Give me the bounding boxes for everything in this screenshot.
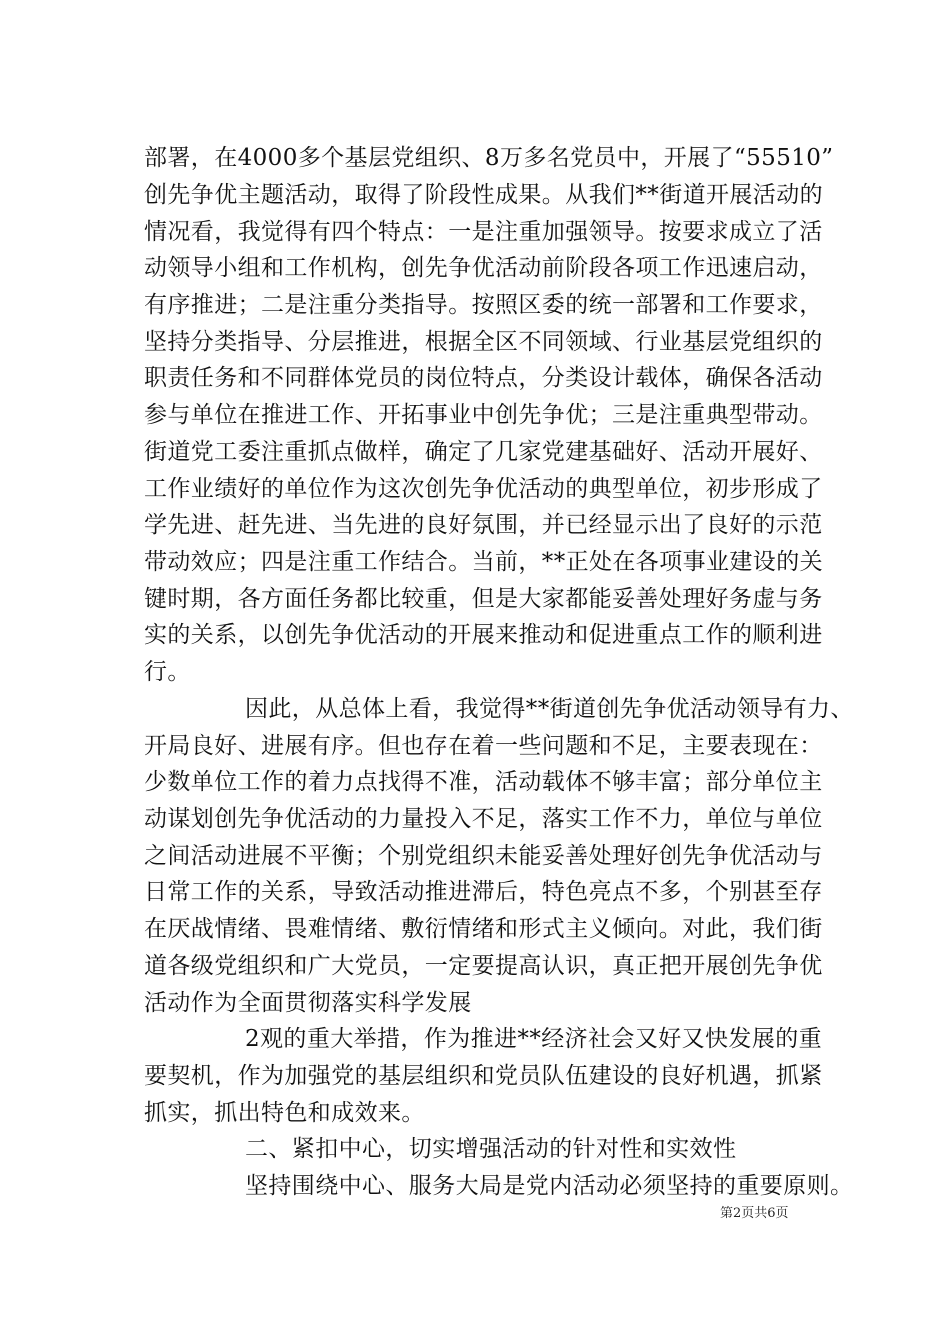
text-line: 行。	[144, 659, 191, 685]
text-line: 活动作为全面贯彻落实科学发展	[144, 990, 472, 1016]
text-line: 动领导小组和工作机构，创先争优活动前阶段各项工作迅速启动，	[144, 255, 823, 281]
text-line: 坚持分类指导、分层推进，根据全区不同领域、行业基层党组织的	[144, 329, 823, 355]
text-line: 学先进、赶先进、当先进的良好氛围，并已经显示出了良好的示范	[144, 512, 823, 538]
text-line: 日常工作的关系，导致活动推进滞后，特色亮点不多，个别甚至存	[144, 879, 823, 905]
text-line: 要契机，作为加强党的基层组织和党员队伍建设的良好机遇，抓紧	[144, 1063, 823, 1089]
text-line: 工作业绩好的单位作为这次创先争优活动的典型单位，初步形成了	[144, 476, 823, 502]
text-line: 之间活动进展不平衡；个别党组织未能妥善处理好创先争优活动与	[144, 843, 823, 869]
text-line: 街道党工委注重抓点做样，确定了几家党建基础好、活动开展好、	[144, 439, 823, 465]
text-line: 实的关系，以创先争优活动的开展来推动和促进重点工作的顺利进	[144, 622, 823, 648]
text-line: 职责任务和不同群体党员的岗位特点，分类设计载体，确保各活动	[144, 365, 823, 391]
text-line: 在厌战情绪、畏难情绪、敷衍情绪和形式主义倾向。对此，我们街	[144, 916, 823, 942]
text-line: 动谋划创先争优活动的力量投入不足，落实工作不力，单位与单位	[144, 806, 823, 832]
section-heading: 二、紧扣中心，切实增强活动的针对性和实效性	[245, 1136, 737, 1162]
text-line: 有序推进；二是注重分类指导。按照区委的统一部署和工作要求，	[144, 292, 823, 318]
text-line: 部署，在4000多个基层党组织、8万多名党员中，开展了“55510”	[144, 145, 834, 171]
text-line: 带动效应；四是注重工作结合。当前，**正处在各项事业建设的关	[144, 549, 823, 575]
page-number-footer: 第2页共6页	[720, 1206, 789, 1221]
text-line: 抓实，抓出特色和成效来。	[144, 1100, 425, 1126]
text-line: 道各级党组织和广大党员，一定要提高认识，真正把开展创先争优	[144, 953, 823, 979]
paragraph-start-line: 因此，从总体上看，我觉得**街道创先争优活动领导有力、	[245, 696, 854, 722]
text-line: 参与单位在推进工作、开拓事业中创先争优；三是注重典型带动。	[144, 402, 823, 428]
text-line: 创先争优主题活动，取得了阶段性成果。从我们**街道开展活动的	[144, 182, 823, 208]
text-line: 少数单位工作的着力点找得不准，活动载体不够丰富；部分单位主	[144, 769, 823, 795]
text-line: 情况看，我觉得有四个特点：一是注重加强领导。按要求成立了活	[144, 219, 823, 245]
text-line: 开局良好、进展有序。但也存在着一些问题和不足，主要表现在：	[144, 733, 823, 759]
paragraph-start-line: 坚持围绕中心、服务大局是党内活动必须坚持的重要原则。	[245, 1173, 854, 1199]
text-line: 键时期，各方面任务都比较重，但是大家都能妥善处理好务虚与务	[144, 586, 823, 612]
paragraph-start-line: 2观的重大举措，作为推进**经济社会又好又快发展的重	[245, 1026, 823, 1052]
